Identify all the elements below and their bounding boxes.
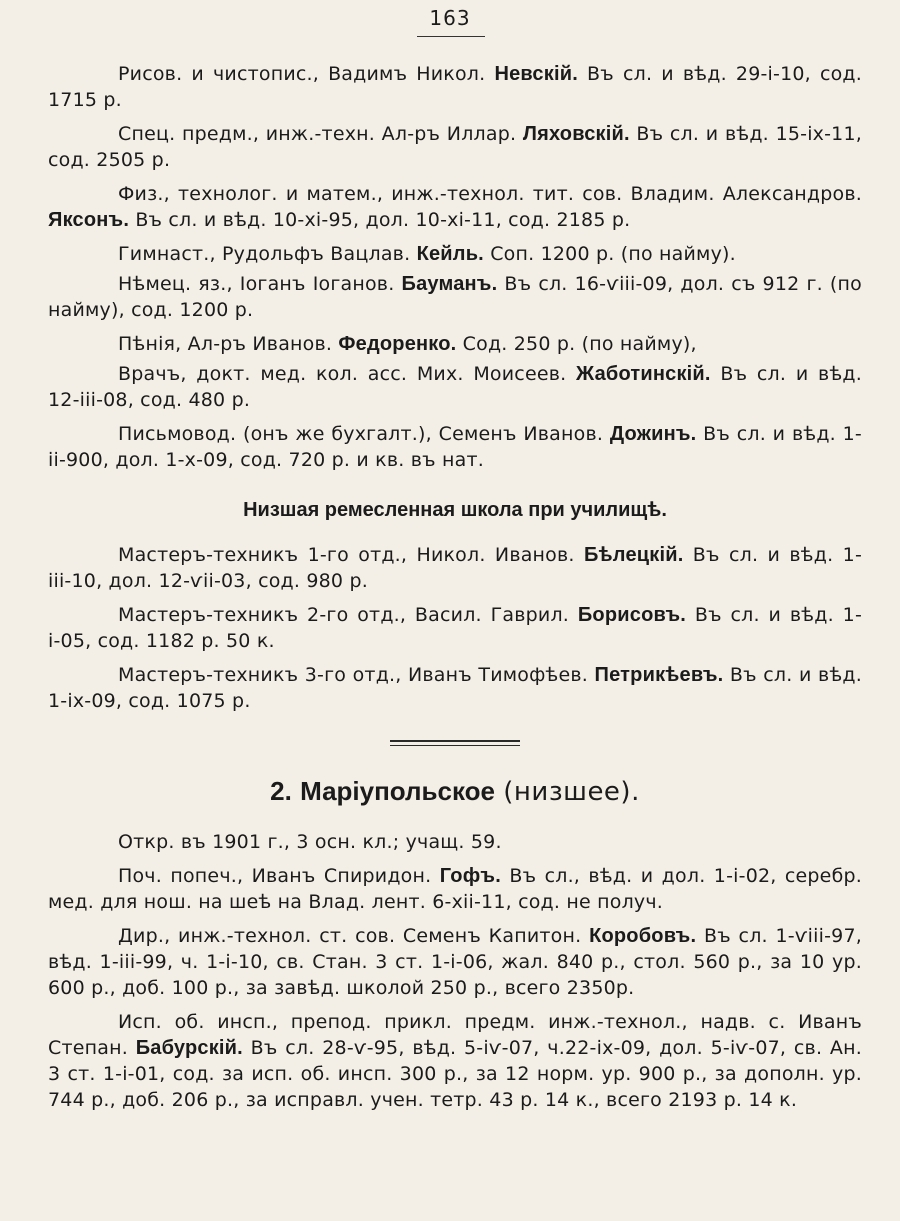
person-name: Коробовъ.	[589, 925, 697, 947]
person-name: Яксонъ.	[48, 209, 130, 231]
person-name: Дожинъ.	[609, 423, 697, 445]
entry-paragraph: Нѣмец. яз., Іоганъ Іоганов. Бауманъ. Въ сл. 16-ѵііі-09, дол. съ 912 г. (по найму), сод. 1200 р.	[48, 273, 862, 321]
school-intro: Откр. въ 1901 г., 3 осн. кл.; учащ. 59.	[118, 831, 502, 853]
entry-paragraph: Рисов. и чистопис., Вадимъ Никол. Невскій. Въ сл. и вѣд. 29-і-10, сод. 1715 р.	[48, 63, 863, 111]
section-divider	[390, 740, 520, 746]
person-name: Невскій.	[494, 63, 578, 85]
entry-paragraph: Письмовод. (онъ же бухгалт.), Семенъ Иванов. Дожинъ. Въ сл. и вѣд. 1-іі-900, дол. 1-х-09, сод. 720 р. и кв. въ нат.	[48, 423, 862, 471]
person-name: Жаботинскій.	[576, 363, 711, 385]
entries-school	[48, 863, 862, 1113]
entries-section	[48, 542, 862, 714]
person-name: Бауманъ.	[401, 273, 498, 295]
entry-paragraph: Мастеръ-техникъ 1-го отд., Никол. Иванов. Бѣлецкій. Въ сл. и вѣд. 1-ііі-10, дол. 12-ѵіі-03, сод. 980 р.	[48, 544, 862, 592]
entry-paragraph: Физ., технолог. и матем., инж.-технол. тит. сов. Владим. Александров. Яксонъ. Въ сл. и вѣд. 10-хі-95, дол. 10-хі-11, сод. 2185 р.	[48, 183, 862, 231]
person-name: Петрикѣевъ.	[594, 664, 724, 686]
school-subtitle: (низшее).	[503, 777, 640, 807]
person-name: Ляховскій.	[522, 123, 630, 145]
entry-paragraph: Исп. об. инсп., препод. прикл. предм. инж.-технол., надв. с. Иванъ Степан. Бабурскій. Въ сл. 28-ѵ-95, вѣд. 5-іѵ-07, ч.22-іх-09, дол. 5-іѵ-07, св. Ан. 3 ст. 1-і-01, сод. за исп. об. инсп. 300 р., за 12 норм. ур. 900 р., за дополн. ур. 744 р., доб. 206 р., за исправл. учен. тетр. 43 р. 14 к., всего 2193 р. 14 к.	[48, 1011, 862, 1111]
section-heading: Низшая ремесленная школа при училищѣ.	[243, 499, 667, 521]
entry-paragraph: Мастеръ-техникъ 3-го отд., Иванъ Тимофѣев. Петрикѣевъ. Въ сл. и вѣд. 1-іх-09, сод. 1075 р.	[48, 664, 862, 712]
page-number-rule	[417, 36, 485, 37]
entry-paragraph: Дир., инж.-технол. ст. сов. Семенъ Капитон. Коробовъ. Въ сл. 1-ѵііі-97, вѣд. 1-ііі-99, ч. 1-і-10, св. Стан. 3 ст. 1-і-06, жал. 840 р., стол. 560 р., за 10 ур. 600 р., доб. 100 р., за завѣд. школой 250 р., всего 2350р.	[48, 925, 862, 999]
page-number: 163	[429, 6, 471, 30]
person-name: Гофъ.	[439, 865, 501, 887]
school-title: Маріупольское	[300, 776, 496, 806]
entry-paragraph: Пѣнія, Ал-ръ Иванов. Федоренко. Сод. 250 р. (по найму),	[118, 333, 697, 355]
person-name: Федоренко.	[338, 333, 457, 355]
page-text	[48, 61, 862, 1121]
entry-paragraph: Врачъ, докт. мед. кол. асс. Мих. Моисеев. Жаботинскій. Въ сл. и вѣд. 12-ііі-08, сод. 480 р.	[48, 363, 862, 411]
entries-top	[48, 61, 862, 473]
person-name: Бѣлецкій.	[583, 544, 684, 566]
school-number: 2.	[270, 776, 292, 806]
entry-paragraph: Мастеръ-техникъ 2-го отд., Васил. Гаврил. Борисовъ. Въ сл. и вѣд. 1-і-05, сод. 1182 р. 50 к.	[48, 604, 862, 652]
entry-paragraph: Поч. попеч., Иванъ Спиридон. Гофъ. Въ сл., вѣд. и дол. 1-і-02, серебр. мед. для нош. на шеѣ на Влад. лент. 6-хіі-11, сод. не получ.	[48, 865, 862, 913]
entry-paragraph: Гимнаст., Рудольфъ Вацлав. Кейль. Соп. 1200 р. (по найму).	[118, 243, 736, 265]
person-name: Борисовъ.	[577, 604, 687, 626]
entry-paragraph: Спец. предм., инж.-техн. Ал-ръ Иллар. Ляховскій. Въ сл. и вѣд. 15-іх-11, сод. 2505 р.	[48, 123, 862, 171]
person-name: Бабурскій.	[135, 1037, 243, 1059]
person-name: Кейль.	[416, 243, 484, 265]
school-heading	[48, 776, 862, 807]
